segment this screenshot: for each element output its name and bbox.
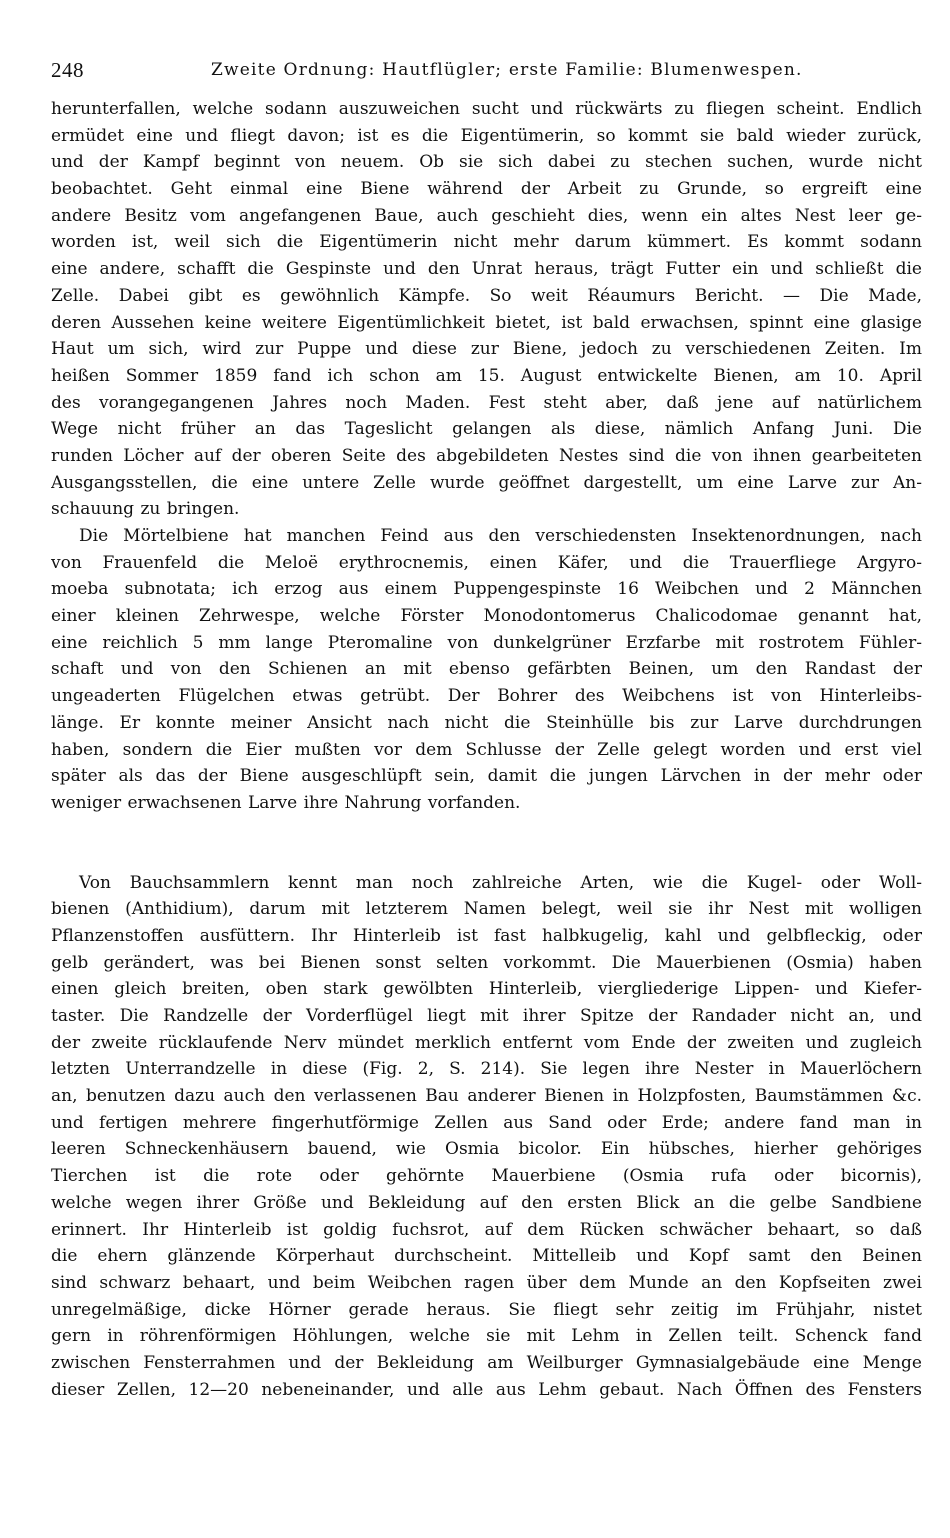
- paragraph-2: [51, 523, 922, 817]
- text-line: sind schwarz behaart, und beim Weibchen ragen über dem Munde an den Kopfseiten zwei: [51, 1272, 922, 1293]
- text-line: gern in röhrenförmigen Höhlungen, welche sie mit Lehm in Zellen teilt. Schenck fand: [51, 1326, 922, 1347]
- text-line: eine andere, schafft die Gespinste und den Unrat heraus, trägt Futter ein und schließt die: [51, 259, 922, 280]
- page-number: 248: [51, 58, 84, 82]
- text-line: und fertigen mehrere fingerhutförmige Zellen aus Sand oder Erde; andere fand man in: [51, 1112, 922, 1133]
- text-line: worden ist, weil sich die Eigentümerin nicht mehr darum kümmert. Es kommt sodann: [51, 232, 922, 253]
- text-line: von Frauenfeld die Meloë erythrocnemis, einen Käfer, und die Trauerfliege Argyro-: [51, 552, 922, 573]
- text-line: bienen (Anthidium), darum mit letzterem Namen belegt, weil sie ihr Nest mit wolligen: [51, 899, 922, 920]
- text-line: letzten Unterrandzelle in diese (Fig. 2, S. 214). Sie legen ihre Nester in Mauerlöchern: [51, 1059, 922, 1080]
- text-line: andere Besitz vom angefangenen Baue, auch geschieht dies, wenn ein altes Nest leer ge-: [51, 205, 922, 226]
- text-line: Die Mörtelbiene hat manchen Feind aus den verschiedensten Insektenordnungen, nach: [79, 526, 922, 546]
- text-line: einen gleich breiten, oben stark gewölbten Hinterleib, viergliederige Lippen- und Kiefer-: [51, 979, 922, 1000]
- text-line: einer kleinen Zehrwespe, welche Förster Monodontomerus Chalicodomae genannt hat,: [51, 606, 922, 627]
- text-line: später als das der Biene ausgeschlüpft sein, damit die jungen Lärvchen in der mehr oder: [51, 766, 922, 787]
- text-line: ungeaderten Flügelchen etwas getrübt. Der Bohrer des Weibchens ist von Hinterleibs-: [51, 686, 922, 707]
- text-line: gelb gerändert, was bei Bienen sonst selten vorkommt. Die Mauerbienen (Osmia) haben: [51, 952, 922, 973]
- text-line: an, benutzen dazu auch den verlassenen Bau anderer Bienen in Holzpfosten, Baumstämmen &c.: [51, 1086, 922, 1107]
- text-line: die ehern glänzende Körperhaut durchscheint. Mittelleib und Kopf samt den Beinen: [51, 1246, 922, 1267]
- text-line: des vorangegangenen Jahres noch Maden. Fest steht aber, daß jene auf natürlichem: [51, 392, 922, 413]
- text-line: moeba subnotata; ich erzog aus einem Puppengespinste 16 Weibchen und 2 Männchen: [51, 579, 922, 600]
- text-line: beobachtet. Geht einmal eine Biene während der Arbeit zu Grunde, so ergreift eine: [51, 179, 922, 200]
- text-line: welche wegen ihrer Größe und Bekleidung auf den ersten Blick an die gelbe Sandbiene: [51, 1192, 922, 1213]
- text-line: und der Kampf beginnt von neuem. Ob sie sich dabei zu stechen suchen, wurde nicht: [51, 152, 922, 173]
- text-line: runden Löcher auf der oberen Seite des abgebildeten Nestes sind die von ihnen gearbeiteten: [51, 445, 922, 466]
- text-line: eine reichlich 5 mm lange Pteromaline von dunkelgrüner Erzfarbe mit rostrotem Fühler-: [51, 632, 922, 653]
- text-line: erinnert. Ihr Hinterleib ist goldig fuchsrot, auf dem Rücken schwächer behaart, so daß: [51, 1219, 922, 1240]
- running-head: Zweite Ordnung: Hautflügler; erste Familie: Blumenwespen.: [211, 60, 803, 80]
- text-line: leeren Schneckenhäusern bauend, wie Osmia bicolor. Ein hübsches, hierher gehöriges: [51, 1139, 922, 1160]
- text-line: dieser Zellen, 12—20 nebeneinander, und alle aus Lehm gebaut. Nach Öffnen des Fensters: [51, 1379, 922, 1400]
- paragraph-3: [51, 870, 922, 1404]
- text-line: länge. Er konnte meiner Ansicht nach nicht die Steinhülle bis zur Larve durchdrungen: [51, 712, 922, 733]
- text-line: herunterfallen, welche sodann auszuweichen sucht und rückwärts zu fliegen scheint. Endlich: [51, 99, 922, 119]
- text-line: weniger erwachsenen Larve ihre Nahrung vorfanden.: [51, 792, 521, 813]
- text-line: Zelle. Dabei gibt es gewöhnlich Kämpfe. So weit Réaumurs Bericht. — Die Made,: [51, 285, 922, 306]
- text-line: schauung zu bringen.: [51, 499, 240, 520]
- text-line: haben, sondern die Eier mußten vor dem Schlusse der Zelle gelegt worden und erst viel: [51, 739, 922, 760]
- text-line: der zweite rücklaufende Nerv mündet merklich entfernt vom Ende der zweiten und zugleich: [51, 1032, 922, 1053]
- text-line: Von Bauchsammlern kennt man noch zahlreiche Arten, wie die Kugel- oder Woll-: [79, 872, 922, 893]
- text-line: Wege nicht früher an das Tageslicht gelangen als diese, nämlich Anfang Juni. Die: [51, 419, 922, 440]
- text-line: heißen Sommer 1859 fand ich schon am 15. August entwickelte Bienen, am 10. April: [51, 365, 922, 386]
- text-line: zwischen Fensterrahmen und der Bekleidung am Weilburger Gymnasialgebäude eine Menge: [51, 1352, 922, 1373]
- section-gap: [51, 817, 926, 870]
- text-line: unregelmäßige, dicke Hörner gerade heraus. Sie fliegt sehr zeitig im Frühjahr, nistet: [51, 1299, 922, 1320]
- text-line: ermüdet eine und fliegt davon; ist es die Eigentümerin, so kommt sie bald wieder zurück,: [51, 125, 922, 146]
- text-line: Pflanzenstoffen ausfüttern. Ihr Hinterleib ist fast halbkugelig, kahl und gelbfleckig, oder: [51, 925, 922, 946]
- paragraph-1: [51, 96, 922, 523]
- page-header: [51, 52, 926, 88]
- text-line: schaft und von den Schienen an mit ebenso gefärbten Beinen, um den Randast der: [51, 659, 922, 680]
- text-line: Ausgangsstellen, die eine untere Zelle wurde geöffnet dargestellt, um eine Larve zur An-: [51, 472, 922, 493]
- text-line: Haut um sich, wird zur Puppe und diese zur Biene, jedoch zu verschiedenen Zeiten. Im: [51, 339, 922, 360]
- text-line: taster. Die Randzelle der Vorderflügel liegt mit ihrer Spitze der Randader nicht an, und: [51, 1006, 922, 1026]
- text-line: Tierchen ist die rote oder gehörnte Mauerbiene (Osmia rufa oder bicornis),: [51, 1166, 922, 1187]
- text-line: deren Aussehen keine weitere Eigentümlichkeit bietet, ist bald erwachsen, spinnt eine glasige: [51, 312, 922, 333]
